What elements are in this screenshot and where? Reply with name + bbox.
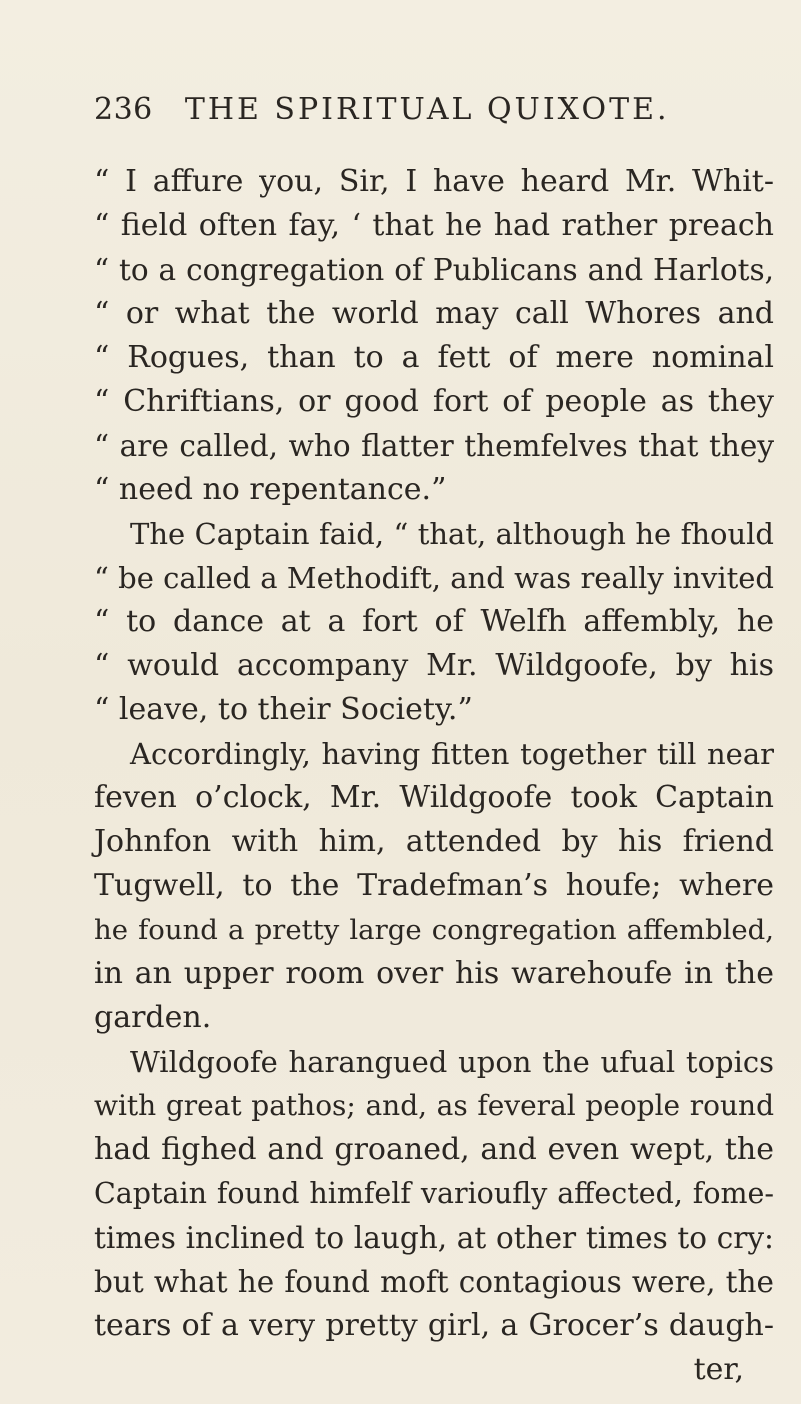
text-line: “ need no repentance.” bbox=[94, 472, 447, 507]
text-line: feven o’clock, Mr. Wildgoofe took Captain bbox=[94, 780, 774, 815]
text-line: garden. bbox=[94, 1000, 212, 1035]
text-line: Accordingly, having fitten together till near bbox=[130, 737, 774, 771]
text-line: “ to dance at a fort of Welfh affembly, he bbox=[94, 604, 774, 639]
page-header bbox=[94, 92, 794, 127]
text-line: in an upper room over his warehoufe in the bbox=[94, 956, 774, 991]
text-line: Tugwell, to the Tradefman’s houfe; where bbox=[94, 868, 774, 903]
text-line: The Captain faid, “ that, although he fhould bbox=[130, 517, 774, 551]
running-title: THE SPIRITUAL QUIXOTE. bbox=[184, 92, 670, 127]
catchword: ter, bbox=[693, 1352, 744, 1387]
text-line: “ to a congregation of Publicans and Harlots, bbox=[94, 253, 774, 287]
text-line: “ field often fay, ‘ that he had rather preach bbox=[94, 208, 774, 243]
text-line: had fighed and groaned, and even wept, the bbox=[94, 1132, 774, 1167]
text-line: Wildgoofe harangued upon the ufual topics bbox=[130, 1045, 774, 1079]
page-number: 236 bbox=[94, 92, 153, 127]
text-line: tears of a very pretty girl, a Grocer’s daugh- bbox=[94, 1308, 774, 1343]
text-line: Johnfon with him, attended by his friend bbox=[94, 824, 774, 859]
text-line: he found a pretty large congregation affembled, bbox=[94, 914, 774, 946]
text-line: Captain found himfelf varioufly affected, fome- bbox=[94, 1177, 774, 1210]
text-line: “ leave, to their Society.” bbox=[94, 692, 473, 727]
text-line: but what he found moft contagious were, the bbox=[94, 1265, 774, 1299]
text-line: “ would accompany Mr. Wildgoofe, by his bbox=[94, 648, 774, 683]
text-line: “ are called, who flatter themfelves that they bbox=[94, 429, 774, 463]
text-line: “ I affure you, Sir, I have heard Mr. Whit- bbox=[94, 164, 774, 199]
text-line: with great pathos; and, as feveral people round bbox=[94, 1089, 774, 1122]
page-body bbox=[94, 160, 774, 1392]
text-line: “ Rogues, than to a fett of mere nominal bbox=[94, 340, 774, 375]
text-line: times inclined to laugh, at other times to cry: bbox=[94, 1221, 774, 1255]
text-line: “ or what the world may call Whores and bbox=[94, 296, 774, 331]
text-line: “ be called a Methodift, and was really invited bbox=[94, 561, 774, 595]
text-line: “ Chriftians, or good fort of people as they bbox=[94, 384, 774, 419]
